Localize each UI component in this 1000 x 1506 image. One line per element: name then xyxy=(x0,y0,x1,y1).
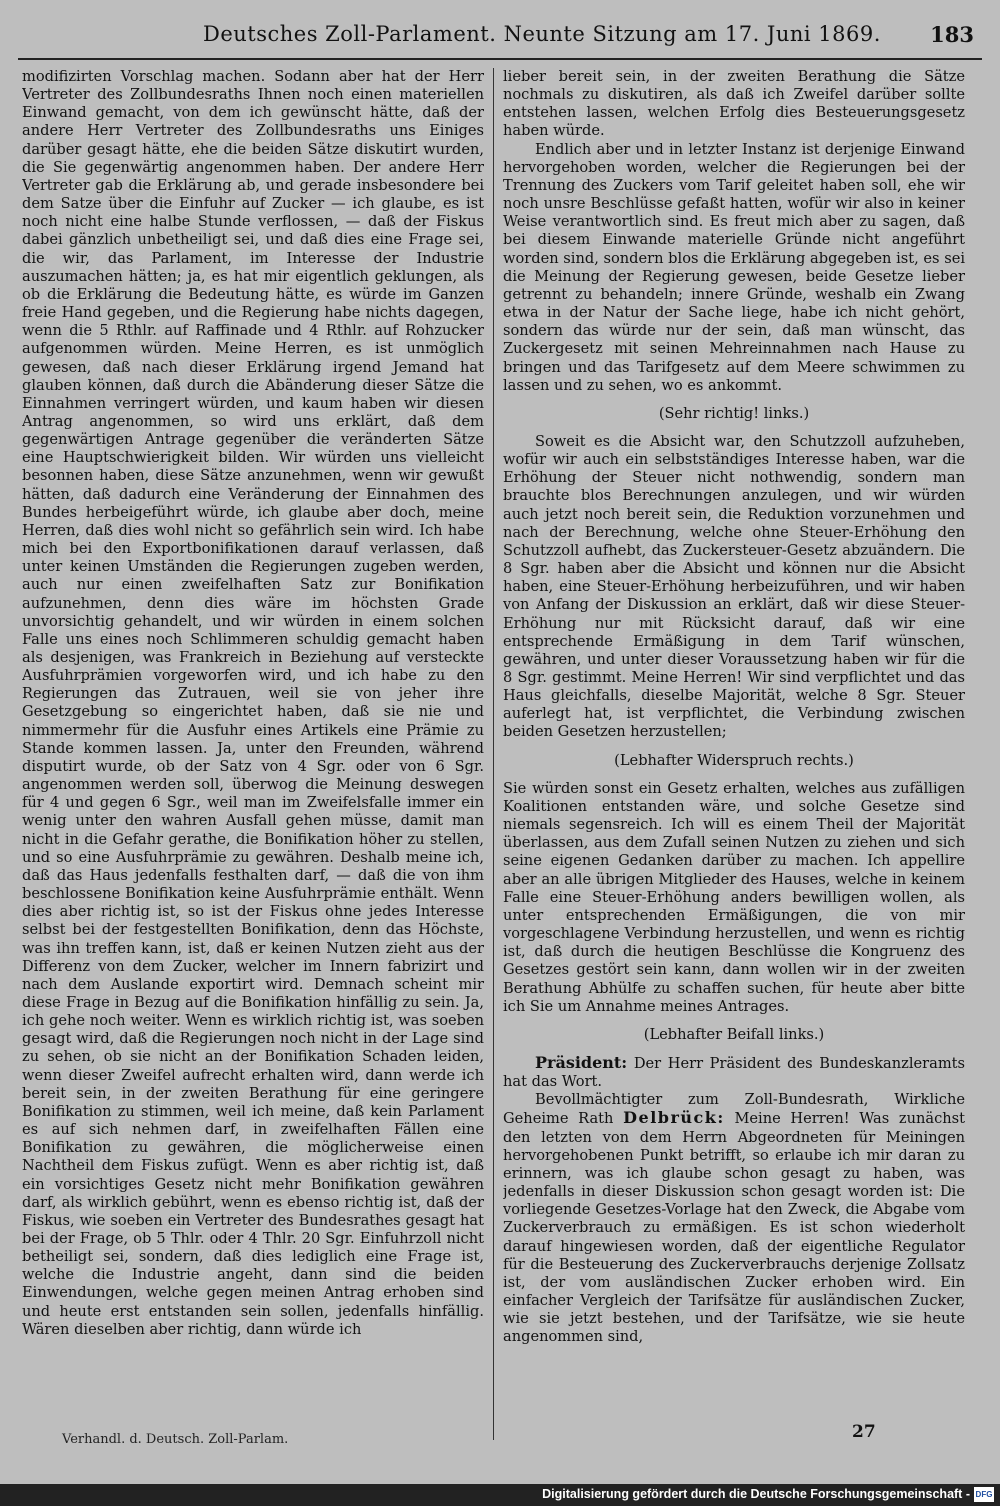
interjection-1: (Sehr richtig! links.) xyxy=(658,404,810,422)
right-column xyxy=(503,68,965,1436)
president-paragraph xyxy=(503,1054,965,1091)
speaker-president: Präsident: xyxy=(535,1052,628,1072)
interjection-2: (Lebhafter Widerspruch rechts.) xyxy=(614,751,854,769)
left-paragraph: modifizirten Vorschlag machen. Sodann aber hat der Herr Vertreter des Zollbundesraths Ihnen noch einen materiellen Einwand gemacht, von dem ich gewünscht hätte, daß der andere Herr Vertreter des Zollbundesraths uns Einiges darüber gesagt hätte, ehe die beiden Sätze diskutirt wurden, die Sie gegenwärtig angenommen haben. Der andere Herr Vertreter gab die Erklärung ab, und gerade insbesondere bei dem Satze über die Einfuhr auf Zucker — ich glaube, es ist noch nicht eine halbe Stunde verflossen, — daß der Fiskus dabei gänzlich unbetheiligt sei, und daß dies eine Frage sei, die wir, das Parlament, im Interesse der Industrie auszumachen hätten; ja, es hat mir eigentlich geklungen, als ob die Erklärung die Bedeutung hätte, es würde im Ganzen freie Hand gegeben, und die Regierung habe nichts dagegen, wenn die 5 Rthlr. auf Raffinade und 4 Rthlr. auf Rohzucker aufgenommen würden. Meine Herren, es ist unmöglich gewesen, daß nach dieser Erklärung irgend Jemand hat glauben können, daß durch die Abänderung dieser Sätze die Einnahmen verringert würden, und kaum haben wir diesen Antrag angenommen, so wird uns erklärt, daß dem gegenwärtigen Antrage gegenüber die veränderten Sätze eine Hauptschwierigkeit bilden. Wir würden uns vielleicht besonnen haben, diese Sätze anzunehmen, wenn wir gewußt hätten, daß dadurch eine Veränderung der Einnahmen des Bundes herbeigeführt würde, ich glaube aber doch, meine Herren, daß dies wohl nicht so gefährlich sein wird. Ich habe mich bei den Exportbonifikationen darauf verlassen, daß unter keinen Umständen die Regierungen zugeben werden, auch nur einen zweifelhaften Satz zur Bonifikation aufzunehmen, denn dies wäre im höchsten Grade unvorsichtig gehandelt, und wir würden in einem solchen Falle uns eines noch Schlimmeren schuldig gemacht haben als desjenigen, was Frankreich in Beziehung auf versteckte Ausfuhrprämien vorgeworfen wird, und ich habe zu den Regierungen das Zutrauen, weil sie von jeher ihre Gesetzgebung so eingerichtet haben, daß sie nie und nimmermehr für die Ausfuhr eines Artikels eine Prämie zu Stande kommen lassen. Ja, unter den Freunden, während disputirt wurde, ob der Satz von 4 Sgr. oder von 6 Sgr. angenommen werden soll, überwog die Meinung deswegen für 4 und gegen 6 Sgr., weil man im Zweifelsfalle immer ein wenig unter den wahren Ausfall gehen müsse, damit man nicht in die Gefahr gerathe, die Bonifikation höher zu stellen, und so eine Ausfuhrprämie zu gewähren. Deshalb meine ich, daß das Haus jedenfalls festhalten darf, — daß die von ihm beschlossene Bonifikation keine Ausfuhrprämie enthält. Wenn dies aber richtig ist, so ist der Fiskus ohne jedes Interesse selbst bei der festgestellten Bonifikation, denn das Höchste, was ihn treffen kann, ist, daß er keinen Nutzen zieht aus der Differenz von dem Zucker, welcher im Innern fabrizirt und nach dem Auslande exportirt wird. Demnach scheint mir diese Frage in Bezug auf die Bonifikation hinfällig zu sein. Ja, ich gehe noch weiter. Wenn es wirklich richtig ist, was soeben gesagt wird, daß die Regierungen noch nicht in der Lage sind zu sehen, ob sie nicht an der Bonifikation Schaden leiden, wenn dieser Zweifel aufrecht erhalten wird, dann werde ich bereit sein, in der zweiten Berathung für eine geringere Bonifikation zu stimmen, weil ich meine, daß kein Parlament es auf sich nehmen darf, in zweifelhaften Fällen eine Bonifikation zu gewähren, die möglicherweise einen Nachtheil dem Fiskus zufügt. Wenn es aber richtig ist, daß ein vorsichtiges Gesetz nicht mehr Bonifikation gewähren darf, als wirklich gebührt, wenn es ebenso richtig ist, daß der Fiskus, wie soeben ein Vertreter des Bundesrathes gesagt hat bei der Frage, ob 5 Thlr. oder 4 Thlr. 20 Sgr. Einfuhrzoll nicht betheiligt sei, sondern, daß dies lediglich eine Frage ist, welche die Industrie angeht, dann sind die beiden Einwendungen, welche gegen meinen Antrag erhoben sind und heute erst entstanden sein sollen, jedenfalls hinfällig. Wären dieselben aber richtig, dann würde ich xyxy=(22,68,484,1338)
credit-text: Digitalisierung gefördert durch die Deutsche Forschungsgemeinschaft - xyxy=(542,1487,970,1501)
speaker-delbrueck: Delbrück: xyxy=(623,1108,725,1128)
right-paragraph-2: Endlich aber und in letzter Instanz ist derjenige Einwand hervorgehoben worden, welcher die Regierungen bei der Trennung des Zuckers vom Tarif geleitet haben soll, ehe wir noch unsre Beschlüsse gefaßt hatten, wofür wir also in keiner Weise verantwortlich sind. Es freut mich aber zu sagen, daß bei diesem Einwande materielle Gründe nicht angeführt worden sind, sondern blos die Erklärung abgegeben ist, es sei die Meinung der Regierung gewesen, beide Gesetze lieber getrennt zu behandeln; innere Gründe, weshalb ein Zwang etwa in der Natur der Sache liege, habe ich nicht gehört, sondern das würde nur der sein, daß man wünscht, das Zuckergesetz mit seinen Mehreinnahmen nach Hause zu bringen und das Tarifgesetz auf dem Meere schwimmen zu lassen und zu sehen, wo es ankommt. xyxy=(503,140,965,394)
delbrueck-text: Meine Herren! Was zunächst den letzten von dem Herrn Abgeordneten für Meiningen hervorgehobenen Punkt betrifft, so erlaube ich mir daran zu erinnern, was ich glaube schon gesagt zu haben, was jedenfalls in dieser Diskussion schon gesagt worden ist: Die vorliegende Gesetzes-Vorlage hat den Zweck, die Abgabe vom Zuckerverbrauch zu ermäßigen. Es ist schon wiederholt darauf hingewiesen worden, daß der eigentliche Regulator für die Besteuerung des Zuckerverbrauchs derjenige Zollsatz ist, der vom ausländischen Zucker erhoben wird. Ein einfacher Vergleich der Tarifsätze für ausländischen Zucker, wie sie jetzt bestehen, und der Tarifsätze, wie sie heute angenommen sind, xyxy=(503,1110,965,1346)
right-paragraph-4: Sie würden sonst ein Gesetz erhalten, welches aus zufälligen Koalitionen entstanden wäre, und solche Gesetze sind niemals segensreich. Ich will es einem Theil der Majorität überlassen, aus dem Zufall seinen Nutzen zu ziehen und sich seine eigenen Gedanken darüber zu machen. Ich appellire aber an alle übrigen Mitglieder des Hauses, welche in keinem Falle eine Steuer-Erhöhung anders bewilligen wollen, als unter entsprechenden Ermäßigungen, die von mir vorgeschlagene Verbindung herzustellen, und wenn es richtig ist, daß durch die heutigen Beschlüsse die Kongruenz des Gesetzes gestört sein kann, dann wollen wir in der zweiten Berathung Abhülfe zu schaffen suchen, für heute aber bitte ich Sie um Annahme meines Antrages. xyxy=(503,779,965,1015)
credit-bar xyxy=(0,1484,1000,1506)
right-paragraph-3: Soweit es die Absicht war, den Schutzzoll aufzuheben, wofür wir auch ein selbstständiges Interesse haben, war die Erhöhung der Steuer nicht nothwendig, sondern man brauchte blos Berechnungen anzulegen, und wir würden auch jetzt noch bereit sein, die Reduktion vorzunehmen und nach der Berechnung, welche ohne Steuer-Erhöhung den Schutzzoll aufhebt, das Zuckersteuer-Gesetz abzuändern. Die 8 Sgr. haben aber die Absicht und können nur die Absicht haben, eine Steuer-Erhöhung herbeizuführen, und wir haben von Anfang der Diskussion an erklärt, daß wir diese Steuer-Erhöhung nur mit Rücksicht darauf, daß wir eine entsprechende Ermäßigung in dem Tarif wünschen, gewähren, und unter dieser Voraussetzung haben wir für die 8 Sgr. gestimmt. Meine Herren! Wir sind verpflichtet und das Haus gleichfalls, dieselbe Majorität, welche 8 Sgr. Steuer auferlegt hat, ist verpflichtet, die Verbindung zwischen beiden Gesetzen herzustellen; xyxy=(503,432,965,741)
page-header xyxy=(18,22,982,52)
running-title: Deutsches Zoll-Parlament. Neunte Sitzung am 17. Juni 1869. xyxy=(203,22,881,46)
delbrueck-paragraph xyxy=(503,1091,965,1346)
column-divider xyxy=(493,68,494,1440)
page-number: 183 xyxy=(930,22,974,47)
left-column xyxy=(22,68,484,1436)
right-paragraph-1: lieber bereit sein, in der zweiten Berathung die Sätze nochmals zu diskutiren, als daß ich Zweifel darüber sollte entstehen lassen, welchen Erfolg dies Besteuerungsgesetz haben würde. xyxy=(503,68,965,140)
president-text: Der Herr Präsident des Bundeskanzleramts hat das Wort. xyxy=(503,1054,965,1091)
delbrueck-intro: Bevollmächtigter zum Zoll-Bundesrath, Wirkliche Geheime Rath xyxy=(503,1091,965,1128)
signature-mark: 27 xyxy=(852,1422,876,1442)
interjection-3: (Lebhafter Beifall links.) xyxy=(643,1025,825,1043)
footer-source: Verhandl. d. Deutsch. Zoll-Parlam. xyxy=(62,1432,289,1447)
dfg-logo-icon: DFG xyxy=(974,1487,994,1502)
header-rule xyxy=(18,58,982,60)
